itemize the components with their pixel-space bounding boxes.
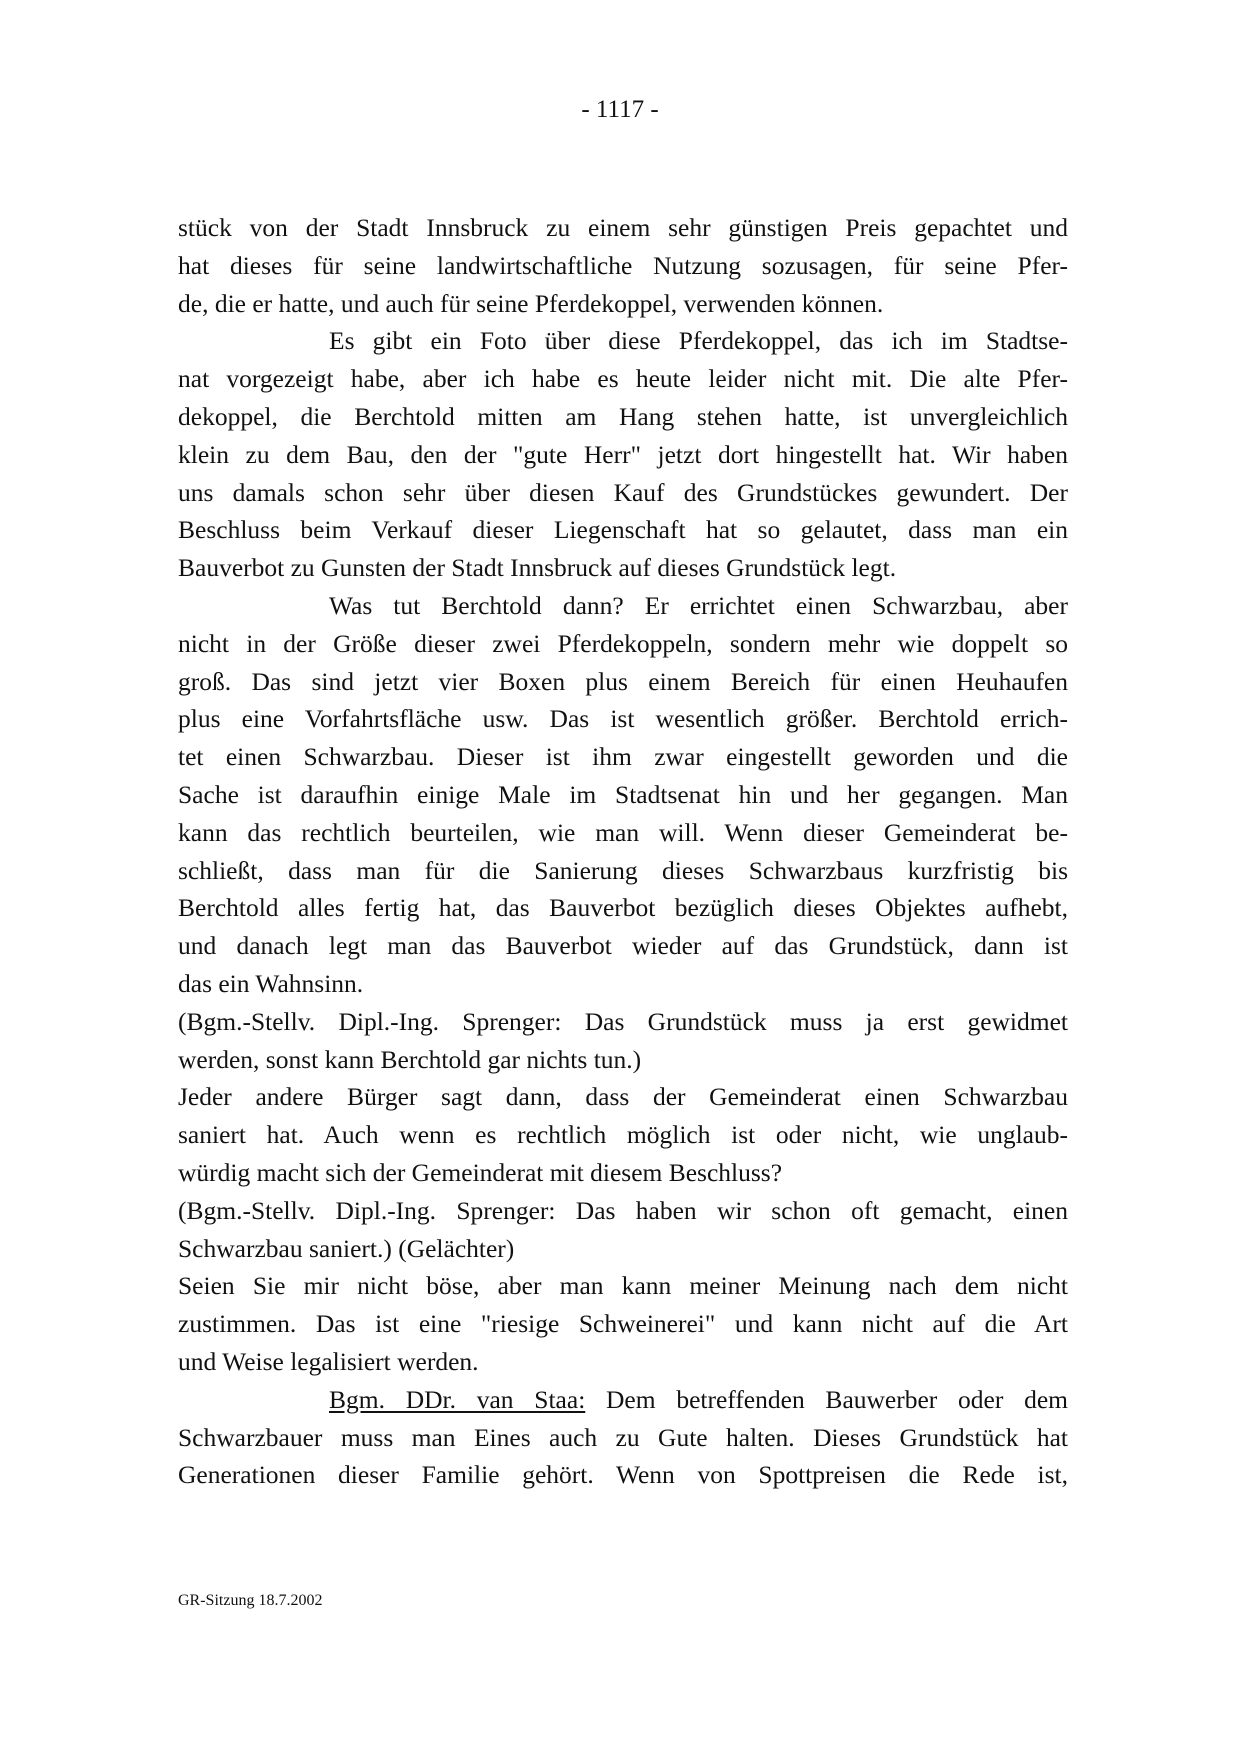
line-text: nicht in der Größe dieser zwei Pferdekoppeln, sondern mehr wie doppelt so xyxy=(178,628,1068,658)
line-text: Sache ist daraufhin einige Male im Stadtsenat hin und her gegangen. Man xyxy=(178,779,1068,809)
line-text: nat vorgezeigt habe, aber ich habe es heute leider nicht mit. Die alte Pfer- xyxy=(178,364,1068,394)
text-line xyxy=(178,1003,1068,1041)
line-text: Was tut Berchtold dann? Er errichtet einen Schwarzbau, aber xyxy=(329,590,1068,620)
line-text: Jeder andere Bürger sagt dann, dass der Gemeinderat einen Schwarzbau xyxy=(178,1082,1068,1112)
line-text: Bauverbot zu Gunsten der Stadt Innsbruck auf dieses Grundstück legt. xyxy=(178,553,897,583)
line-text: schließt, dass man für die Sanierung dieses Schwarzbaus kurzfristig bis xyxy=(178,855,1068,885)
text-line xyxy=(178,247,1068,285)
text-line xyxy=(178,549,1068,587)
line-text: hat dieses für seine landwirtschaftliche Nutzung sozusagen, für seine Pfer- xyxy=(178,250,1068,280)
text-line xyxy=(178,1154,1068,1192)
text-line xyxy=(178,663,1068,701)
text-line xyxy=(178,1267,1068,1305)
line-text: zustimmen. Das ist eine "riesige Schweinerei" und kann nicht auf die Art xyxy=(178,1309,1068,1339)
text-line xyxy=(178,1078,1068,1116)
text-line xyxy=(178,814,1068,852)
text-line xyxy=(178,398,1068,436)
line-text: würdig macht sich der Gemeinderat mit diesem Beschluss? xyxy=(178,1157,783,1187)
text-line xyxy=(178,1192,1068,1230)
line-text: Berchtold alles fertig hat, das Bauverbot bezüglich dieses Objektes aufhebt, xyxy=(178,893,1068,923)
text-line xyxy=(178,1230,1068,1268)
line-text: Dem betreffenden Bauwerber oder dem xyxy=(585,1384,1068,1414)
line-text: werden, sonst kann Berchtold gar nichts tun.) xyxy=(178,1044,642,1074)
text-line xyxy=(178,852,1068,890)
line-text: klein zu dem Bau, den der "gute Herr" jetzt dort hingestellt hat. Wir haben xyxy=(178,439,1068,469)
text-line xyxy=(178,625,1068,663)
text-line xyxy=(178,285,1068,323)
text-line xyxy=(178,738,1068,776)
line-text: (Bgm.-Stellv. Dipl.-Ing. Sprenger: Das haben wir schon oft gemacht, einen xyxy=(178,1195,1068,1225)
line-text: kann das rechtlich beurteilen, wie man will. Wenn dieser Gemeinderat be- xyxy=(178,817,1068,847)
text-line xyxy=(178,1456,1068,1494)
line-text: tet einen Schwarzbau. Dieser ist ihm zwar eingestellt geworden und die xyxy=(178,742,1068,772)
speaker-name: Bgm. DDr. van Staa: xyxy=(329,1384,586,1414)
text-line xyxy=(178,322,1068,360)
page-number: - 1117 - xyxy=(581,96,659,123)
text-line xyxy=(178,1343,1068,1381)
text-line xyxy=(178,965,1068,1003)
text-line xyxy=(178,1419,1068,1457)
line-text: groß. Das sind jetzt vier Boxen plus einem Bereich für einen Heuhaufen xyxy=(178,666,1068,696)
text-line xyxy=(178,927,1068,965)
line-text: Beschluss beim Verkauf dieser Liegenschaft hat so gelautet, dass man ein xyxy=(178,515,1068,545)
line-text: Generationen dieser Familie gehört. Wenn von Spottpreisen die Rede ist, xyxy=(178,1460,1068,1490)
text-line xyxy=(178,436,1068,474)
line-text: stück von der Stadt Innsbruck zu einem sehr günstigen Preis gepachtet und xyxy=(178,213,1068,242)
text-line xyxy=(178,889,1068,927)
text-line xyxy=(178,209,1068,247)
text-line xyxy=(178,511,1068,549)
line-text: dekoppel, die Berchtold mitten am Hang stehen hatte, ist unvergleichlich xyxy=(178,401,1068,431)
text-line xyxy=(178,700,1068,738)
line-text: das ein Wahnsinn. xyxy=(178,968,364,998)
text-line xyxy=(178,1305,1068,1343)
text-line xyxy=(178,474,1068,512)
line-text: Es gibt ein Foto über diese Pferdekoppel, das ich im Stadtse- xyxy=(329,326,1068,356)
line-text: Seien Sie mir nicht böse, aber man kann meiner Meinung nach dem nicht xyxy=(178,1271,1068,1301)
text-line xyxy=(178,1041,1068,1079)
line-text: und Weise legalisiert werden. xyxy=(178,1346,479,1376)
line-text: de, die er hatte, und auch für seine Pferdekoppel, verwenden können. xyxy=(178,288,884,318)
text-line xyxy=(178,1381,1068,1419)
text-line xyxy=(178,587,1068,625)
line-text: uns damals schon sehr über diesen Kauf des Grundstückes gewundert. Der xyxy=(178,477,1068,507)
document-body xyxy=(178,209,1068,1494)
text-line xyxy=(178,1116,1068,1154)
text-line xyxy=(178,360,1068,398)
line-text: saniert hat. Auch wenn es rechtlich möglich ist oder nicht, wie unglaub- xyxy=(178,1120,1068,1150)
line-text: Schwarzbauer muss man Eines auch zu Gute halten. Dieses Grundstück hat xyxy=(178,1422,1068,1452)
line-text: plus eine Vorfahrtsfläche usw. Das ist wesentlich größer. Berchtold errich- xyxy=(178,704,1068,734)
line-text: Schwarzbau saniert.) (Gelächter) xyxy=(178,1233,515,1263)
page-footer: GR-Sitzung 18.7.2002 xyxy=(178,1592,323,1609)
line-text: und danach legt man das Bauverbot wieder auf das Grundstück, dann ist xyxy=(178,931,1068,961)
line-text: (Bgm.-Stellv. Dipl.-Ing. Sprenger: Das Grundstück muss ja erst gewidmet xyxy=(178,1006,1068,1036)
text-line xyxy=(178,776,1068,814)
